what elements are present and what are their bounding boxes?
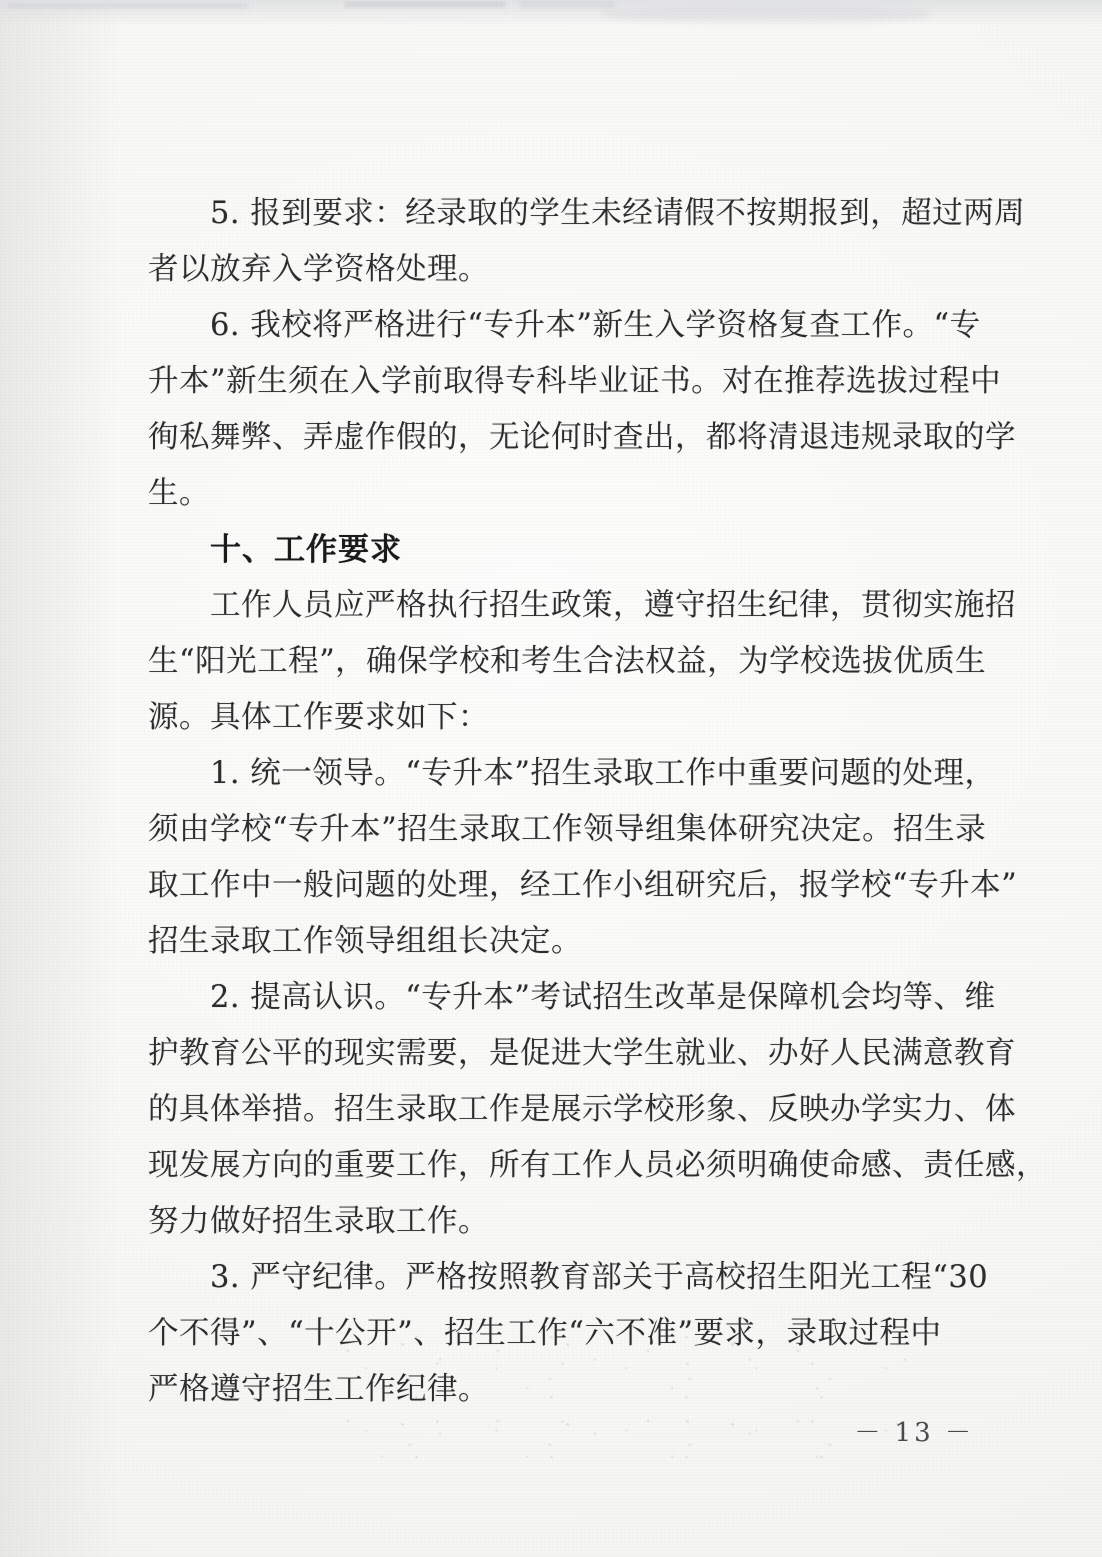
- paragraph-line: 的具体举措。招生录取工作是展示学校形象、反映办学实力、体: [148, 1092, 1016, 1127]
- paragraph-line: 个不得”、“十公开”、招生工作“六不准”要求，录取过程中: [148, 1316, 942, 1351]
- scan-artifact-smudge: [600, 6, 930, 22]
- paragraph-line: 严格遵守招生工作纪律。: [148, 1372, 489, 1407]
- scan-artifact-streak: [8, 4, 248, 8]
- paragraph-line: 护教育公平的现实需要，是促进大学生就业、办好人民满意教育: [148, 1036, 1016, 1071]
- paragraph-line: 2. 提高认识。“专升本”考试招生改革是保障机会均等、维: [210, 980, 996, 1015]
- paragraph-line: 徇私舞弊、弄虚作假的，无论何时查出，都将清退违规录取的学: [148, 420, 1016, 455]
- document-text-body: [148, 186, 1047, 1418]
- paragraph-line: 取工作中一般问题的处理，经工作小组研究后，报学校“专升本”: [148, 868, 1018, 903]
- paragraph-line: 须由学校“专升本”招生录取工作领导组集体研究决定。招生录: [148, 812, 987, 847]
- paragraph-line: 升本”新生须在入学前取得专科毕业证书。对在推荐选拔过程中: [148, 364, 1002, 399]
- section-heading: 十、工作要求: [210, 532, 402, 568]
- paragraph-line: 招生录取工作领导组组长决定。: [148, 924, 582, 959]
- scan-artifact-streak: [345, 2, 505, 7]
- paragraph-line: 现发展方向的重要工作，所有工作人员必须明确使命感、责任感，: [148, 1148, 1047, 1183]
- paragraph-line: 生。: [148, 476, 210, 511]
- paragraph-line: 工作人员应严格执行招生政策，遵守招生纪律，贯彻实施招: [210, 588, 1016, 623]
- paragraph-line: 5. 报到要求：经录取的学生未经请假不按期报到，超过两周: [210, 196, 1026, 231]
- paragraph-line: 1. 统一领导。“专升本”招生录取工作中重要问题的处理，: [210, 756, 996, 791]
- paragraph-line: 努力做好招生录取工作。: [148, 1204, 489, 1239]
- page-number: － 13 －: [854, 1418, 974, 1448]
- paragraph-line: 源。具体工作要求如下：: [148, 700, 489, 735]
- paragraph-line: 者以放弃入学资格处理。: [148, 252, 489, 287]
- paragraph-line: 3. 严守纪律。严格按照教育部关于高校招生阳光工程“30: [210, 1260, 989, 1295]
- paragraph-line: 6. 我校将严格进行“专升本”新生入学资格复查工作。“专: [210, 308, 981, 343]
- page-footer: [0, 1412, 1102, 1449]
- scan-artifact-streak: [520, 1, 615, 8]
- paragraph-line: 生“阳光工程”，确保学校和考生合法权益，为学校选拔优质生: [148, 644, 987, 679]
